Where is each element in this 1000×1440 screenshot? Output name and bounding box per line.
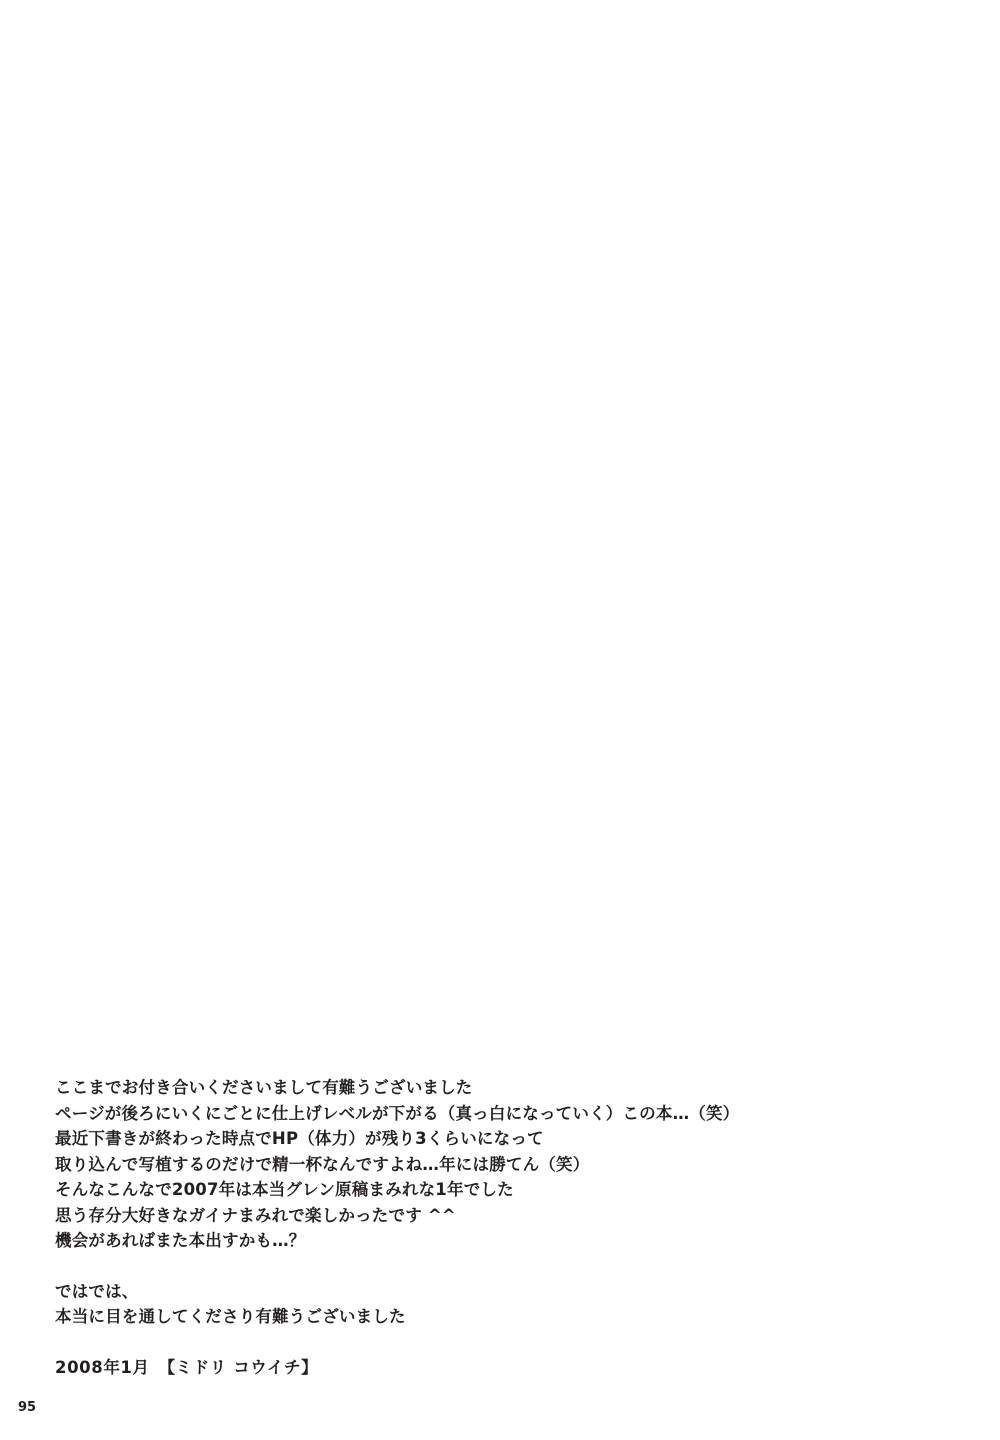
signature-spacer [55, 1330, 935, 1355]
afterword-line-1: ここまでお付き合いくださいまして有難うございました [55, 1078, 473, 1097]
afterword-block [55, 1075, 935, 1380]
signature-block [55, 1355, 935, 1381]
afterword-line-5: そんなこんなで2007年は本当グレン原稿まみれな1年でした [55, 1180, 514, 1199]
afterword-line-3: 最近下書きが終わった時点でHP（体力）が残り3くらいになって [55, 1129, 544, 1148]
page-number: 95 [18, 1400, 37, 1415]
afterword-line-4: 取り込んで写植するのだけで精一杯なんですよね…年には勝てん（笑） [55, 1154, 590, 1174]
afterword-line-7: 機会があればまた本出すかも…？ [55, 1231, 306, 1250]
afterword-line-6: 思う存分大好きなガイナまみれで楽しかったです ^^ [55, 1205, 456, 1225]
paragraph-spacer [55, 1254, 935, 1279]
afterword-line-2: ページが後ろにいくにごとに仕上げレベルが下がる（真っ白になっていく）この本…（笑） [55, 1103, 740, 1123]
closing-line-1: ではでは、 [55, 1281, 139, 1301]
signature-line: 2008年1月 【ミドリ コウイチ】 [55, 1357, 319, 1377]
closing-line-2: 本当に目を通してくださり有難うございました [55, 1307, 406, 1326]
